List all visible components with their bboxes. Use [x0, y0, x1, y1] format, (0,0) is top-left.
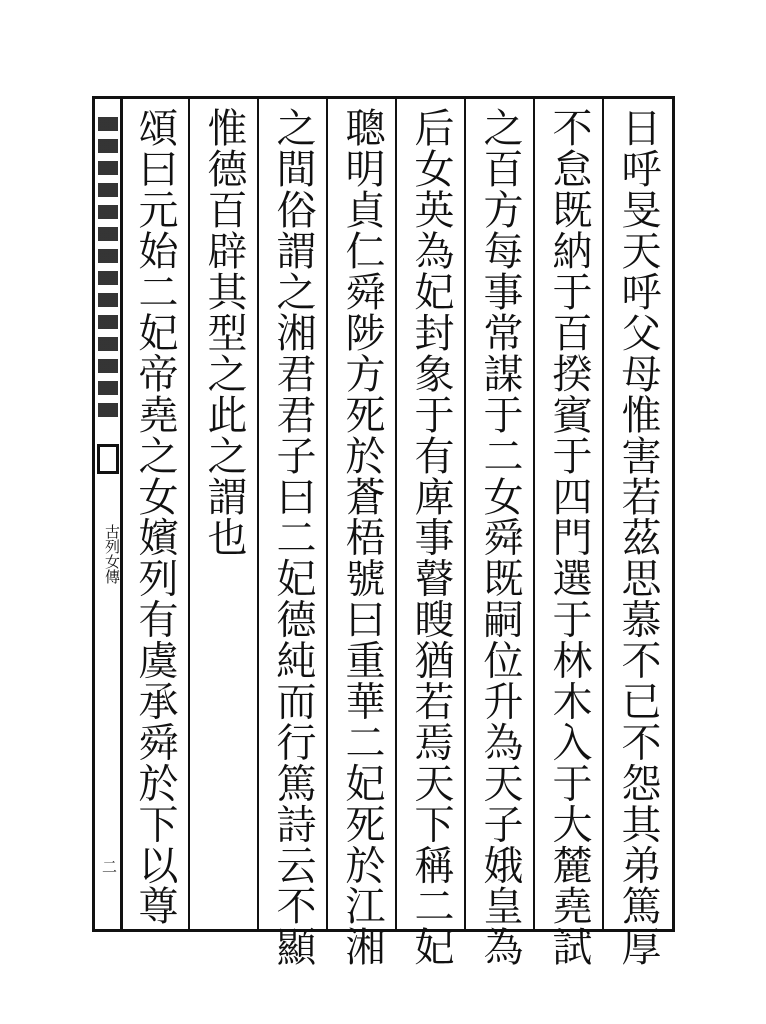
text-column-3: 之百方每事常謀于二女舜既嗣位升為天子娥皇為	[477, 107, 523, 967]
book-page	[92, 96, 675, 967]
text-column-1: 日呼旻天呼父母惟害若茲思慕不已不怨其弟篤厚	[615, 107, 661, 967]
column-rule	[257, 99, 259, 929]
column-rule	[464, 99, 466, 929]
column-rule	[326, 99, 328, 929]
column-rule	[188, 99, 190, 929]
text-column-6: 之間俗謂之湘君君子曰二妃德純而行篤詩云不顯	[270, 107, 316, 967]
text-column-8: 頌曰元始二妃帝堯之女嬪列有虞承舜於下以尊	[132, 107, 178, 926]
column-rule	[602, 99, 604, 929]
spine-fishtail-mark	[97, 444, 119, 474]
text-column-7: 惟德百辟其型之此之謂也	[201, 107, 247, 558]
spine-title: 古列女傳	[103, 524, 121, 584]
page-spine	[95, 99, 123, 929]
text-column-5: 聰明貞仁舜陟方死於蒼梧號曰重華二妃死於江湘	[339, 107, 385, 967]
column-rule	[533, 99, 535, 929]
text-column-2: 不怠既納于百揆賓于四門選于林木入于大麓堯試	[546, 107, 592, 967]
column-rule	[395, 99, 397, 929]
text-column-4: 后女英為妃封象于有庳事瞽瞍猶若焉天下稱二妃	[408, 107, 454, 967]
spine-page-number: 二	[100, 859, 118, 874]
spine-header-block	[98, 117, 118, 417]
